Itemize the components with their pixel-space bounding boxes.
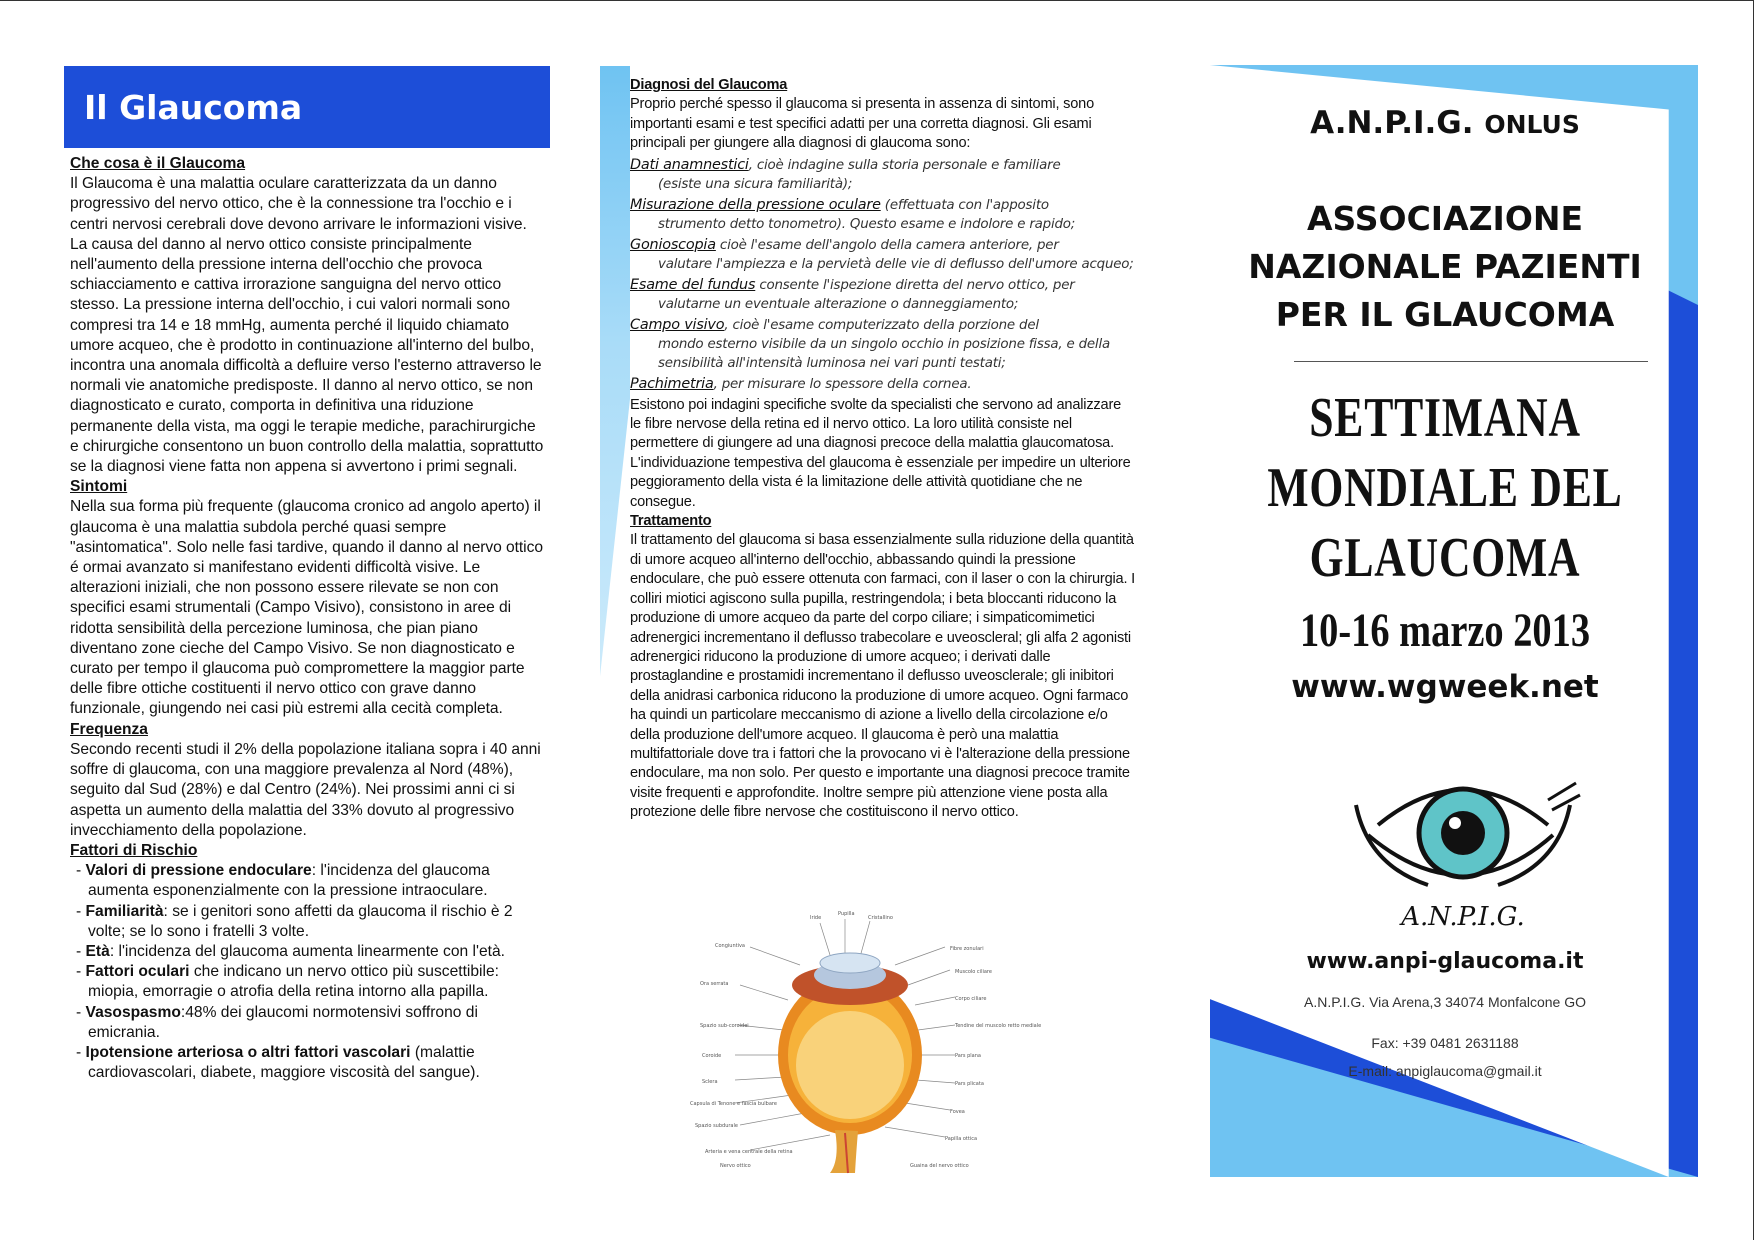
risk-term: Familiarità [85,902,164,920]
svg-text:Muscolo ciliare: Muscolo ciliare [955,969,992,975]
risk-text: (malattie cardiovascolari, diabete, maggiore viscosità del sangue). [88,1043,480,1082]
org-full-name [1210,195,1680,339]
eye-logo-icon [1338,765,1588,935]
paragraph-what-is: Il Glaucoma è una malattia oculare caratterizzata da un danno progressivo del nervo ottico, che è la connessione tra l'occhio e i centri nervosi cerebrali dove devono arrivare le informazioni visive. La causa del danno al nervo ottico consiste principalmente nell'aumento della pressione interna dell'occhio che provoca schiacciamento e cattiva irrorazione sanguigna del nervo ottico stesso. La pressione interna dell'occhio, i cui valori normali sono compresi tra 14 e 18 mmHg, aumenta perché il liquido chiamato umore acqueo, che è prodotto in continuazione all'interno del bulbo, incontra una anomala difficoltà a defluire verso l'esterno attraverso le normali vie anatomiche predisposte. Il danno al nervo ottico, se non diagnosticato e curato, comporta in definitiva una riduzione permanente della vista, ma oggi le terapie mediche, parachirurgiche e chirurgiche consentono un buon controllo della malattia, soprattutto se la diagnosi viene fatta non appena si avvertono i primi segnali. [70,175,544,476]
org-onlus: ONLUS [1484,110,1580,139]
risk-text: : se i genitori sono affetti da glaucoma il rischio è 2 volte; se lo sono i fratelli 3 volte. [88,902,513,940]
exam-text-cont: valutarne un eventuale alterazione o danneggiamento; [658,296,1019,312]
event-dates: 10-16 marzo 2013 [1299,604,1591,657]
risk-text: che indicano un nervo ottico più suscettibile: miopia, emorragie o atrofia della retina intorno alla papilla. [88,963,499,1001]
svg-text:Spazio sub-coroidei: Spazio sub-coroidei [700,1023,749,1029]
left-column [70,154,546,1083]
svg-text:Pupilla: Pupilla [838,911,855,917]
divider [1294,361,1648,362]
svg-text:Sclera: Sclera [702,1079,718,1085]
exam-text-cont: (esiste una sicura familiarità); [658,176,853,192]
svg-text:Papilla ottica: Papilla ottica [945,1136,978,1142]
heading-diagnosis: Diagnosi del Glaucoma [630,77,788,93]
decorative-strip [600,66,630,1176]
exam-term: Campo visivo [630,316,725,333]
exam-term: Dati anamnestici [630,156,749,173]
cover-panel [1210,65,1698,1177]
risk-list [70,861,546,1083]
org-acronym [1210,105,1680,141]
org-full-line-2: NAZIONALE PAZIENTI [1248,247,1642,286]
risk-term: Valori di pressione endoculare [85,862,312,880]
svg-text:Pars plicata: Pars plicata [955,1081,984,1087]
paragraph-diagnosis-outro: Esistono poi indagini specifiche svolte da specialisti che servono ad analizzare le fibre nervose della retina ed il nervo ottico. La loro utilità consiste nel permettere di giungere ad una diagnosi precoce della malattia glaucomatosa. L'individuazione tempestiva del glaucoma è essenziale per impedire un ulteriore peggioramento della vista é la limitazione delle attività quotidiane che ne consegue. [630,396,1131,510]
heading-what-is: Che cosa è il Glaucoma [70,155,246,172]
risk-text: : l'incidenza del glaucoma aumenta linearmente con l'età. [109,942,505,960]
eye-anatomy-diagram [680,905,1042,1175]
svg-text:Ora serrata: Ora serrata [700,981,729,987]
svg-text:Capsula di Tenone e fascia bul: Capsula di Tenone e fascia bulbare [690,1101,777,1107]
exam-text: (effettuata con l'apposito [880,197,1049,213]
svg-text:Coroide: Coroide [702,1053,722,1059]
risk-term: Vasospasmo [85,1003,181,1021]
org-address: A.N.P.I.G. Via Arena,3 34074 Monfalcone GO [1304,994,1586,1010]
org-full-line-3: PER IL GLAUCOMA [1275,295,1615,334]
exam-item [630,236,1135,274]
exam-text: , cioè l'esame computerizzato della porzione del [724,317,1039,333]
risk-text: : l'incidenza del glaucoma aumenta esponenzialmente con la pressione intraoculare. [88,862,490,900]
svg-text:Corpo ciliare: Corpo ciliare [955,996,987,1002]
exam-text-cont: mondo esterno visibile da un singolo occhio in posizione fissa, e della sensibilità all'intensità luminosa nei vari punti testati; [658,336,1110,371]
risk-term: Ipotensione arteriosa o altri fattori vascolari [85,1043,411,1061]
paragraph-symptoms: Nella sua forma più frequente (glaucoma cronico ad angolo aperto) il glaucoma è una malattia subdola perché quasi sempre "asintomatica". Solo nelle fasi tardive, quando il danno al nervo ottico é ormai avanzato si manifestano evidenti difficoltà visive. Le alterazioni iniziali, che non possono essere rilevate se non con specifici esami strumentali (Campo Visivo), consistono in aree di ridotta sensibilità della percezione luminosa, che pian piano diventano zone cieche del Campo Visivo. Se non diagnosticato e curato per tempo il glaucoma può compromettere la maggior parte delle fibre ottiche costituenti il nervo ottico con grave danno funzionale, giungendo nei casi più estremi alla cecità completa. [70,498,543,718]
risk-item: - Ipotensione arteriosa o altri fattori vascolari (malattie cardiovascolari, diabete, maggiore viscosità del sangue). [76,1043,480,1082]
heading-treatment: Trattamento [630,513,712,530]
paragraph-diagnosis-intro: Proprio perché spesso il glaucoma si presenta in assenza di sintomi, sono importanti esami e test specifici adatti per una corretta diagnosi. Gli esami principali per giungere alla diagnosi di glaucoma sono: [630,96,1095,152]
exam-text-cont: strumento detto tonometro). Questo esame e indolore e rapido; [658,216,1076,232]
exam-term: Esame del fundus [630,276,756,293]
risk-text: :48% dei glaucomi normotensivi soffrono di emicrania. [88,1003,478,1041]
event-title-line-2: MONDIALE DEL [1267,457,1623,519]
exam-text: cioè l'esame dell'angolo della camera anteriore, per [715,237,1059,253]
svg-text:Iride: Iride [810,915,822,921]
exam-item [630,196,1135,234]
logo-text: A.N.P.I.G. [1401,902,1525,932]
exam-text: , per misurare lo spessore della cornea. [713,376,972,392]
risk-item: - Valori di pressione endoculare: l'incidenza del glaucoma aumenta esponenzialmente con la pressione intraoculare. [76,862,490,900]
exam-item [630,276,1135,314]
svg-text:Fovea: Fovea [950,1109,965,1115]
org-website-link[interactable]: www.anpi-glaucoma.it [1306,949,1584,974]
svg-text:Pars plana: Pars plana [955,1053,981,1059]
risk-item: - Età: l'incidenza del glaucoma aumenta linearmente con l'età. [76,942,505,960]
risk-term: Età [85,942,110,960]
exam-item [630,375,1135,394]
page-title: Il Glaucoma [84,88,303,127]
svg-text:Spazio subdurale: Spazio subdurale [695,1123,738,1129]
org-full-line-1: ASSOCIAZIONE [1306,199,1584,238]
event-title-line-1: SETTIMANA [1309,387,1581,449]
heading-risk-factors: Fattori di Rischio [70,841,198,859]
heading-symptoms: Sintomi [70,478,128,496]
svg-text:Cristallino: Cristallino [868,915,893,921]
risk-item: - Fattori oculari che indicano un nervo ottico più suscettibile: miopia, emorragie o atrofia della retina intorno alla papilla. [76,963,499,1001]
exam-text: consente l'ispezione diretta del nervo ottico, per [755,277,1075,293]
exam-item [630,316,1135,373]
exam-text-cont: valutare l'ampiezza e la pervietà delle vie di deflusso dell'umore acqueo; [658,256,1134,272]
middle-column [630,76,1135,823]
event-website-link[interactable]: www.wgweek.net [1291,669,1599,705]
svg-text:Tendine del muscolo retto medi: Tendine del muscolo retto mediale [955,1023,1042,1029]
svg-text:Congiuntiva: Congiuntiva [715,943,745,949]
heading-frequency: Frequenza [70,720,148,738]
risk-item: - Familiarità: se i genitori sono affetti da glaucoma il rischio è 2 volte; se lo sono i fratelli 3 volte. [76,902,513,940]
event-title [1262,383,1629,593]
svg-text:Nervo ottico: Nervo ottico [720,1163,751,1169]
exam-text: , cioè indagine sulla storia personale e familiare [748,157,1061,173]
event-title-line-3: GLAUCOMA [1309,527,1581,589]
paragraph-treatment: Il trattamento del glaucoma si basa essenzialmente sulla riduzione della quantità di umore acqueo all'interno dell'occhio, abbassando quindi la pressione endoculare, che può essere ottenuta con farmaci, con il laser o con la chirurgia. I colliri miotici agiscono sulla pupilla, restringendola; i beta bloccanti riducono la produzione di umore acqueo da parte del corpo ciliare; i simpaticomimetici adrenergici incrementano il deflusso trabecolare e uveoscleral; gli alfa 2 agonisti adrenergici riducono la produzione di umore acqueo; i derivati dalle prostaglandine e prostamidi incrementano il deflusso uveosclerale; gli inibitori della anidrasi carbonica riducono la produzione di umore acqueo. Ogni farmaco ha quindi un particolare meccanismo di azione a livello della circolazione e/o della produzione dell'umore acqueo. Il glaucoma è però una malattia multifattoriale dove tra i fattori che la provocano vi è l'alterazione della pressione endoculare, ma non solo. Per questo e importante una diagnosi precoce tramite visite frequenti e approfondite. Inoltre sempre più attenzione viene posta alla protezione delle fibre nervose che costituiscono il nervo ottico. [630,532,1136,821]
risk-term: Fattori oculari [85,963,190,981]
org-acronym-text: A.N.P.I.G. [1310,105,1474,141]
exam-term: Misurazione della pressione oculare [630,196,881,213]
risk-item: - Vasospasmo:48% dei glaucomi normotensivi soffrono di emicrania. [76,1003,478,1041]
svg-text:Fibre zonulari: Fibre zonulari [950,946,984,952]
exam-term: Gonioscopia [630,236,716,253]
org-fax: Fax: +39 0481 2631188 [1371,1035,1519,1051]
svg-text:Guaina del nervo ottico: Guaina del nervo ottico [910,1163,969,1169]
org-email-link[interactable]: E-mail: anpiglaucoma@gmail.it [1348,1063,1542,1079]
title-banner [64,66,550,148]
left-panel [0,0,580,1240]
exam-term: Pachimetria [630,375,714,392]
exam-item [630,156,1135,194]
paragraph-frequency: Secondo recenti studi il 2% della popolazione italiana sopra i 40 anni soffre di glaucoma, con una maggiore prevalenza al Nord (48%), seguito dal Sud (28%) e dal Centro (24%). Nei prossimi anni ci si aspetta un aumento della malattia del 33% dovuto al progressivo invecchiamento della popolazione. [70,740,541,839]
svg-text:Arteria e vena centrale della: Arteria e vena centrale della retina [705,1149,793,1155]
